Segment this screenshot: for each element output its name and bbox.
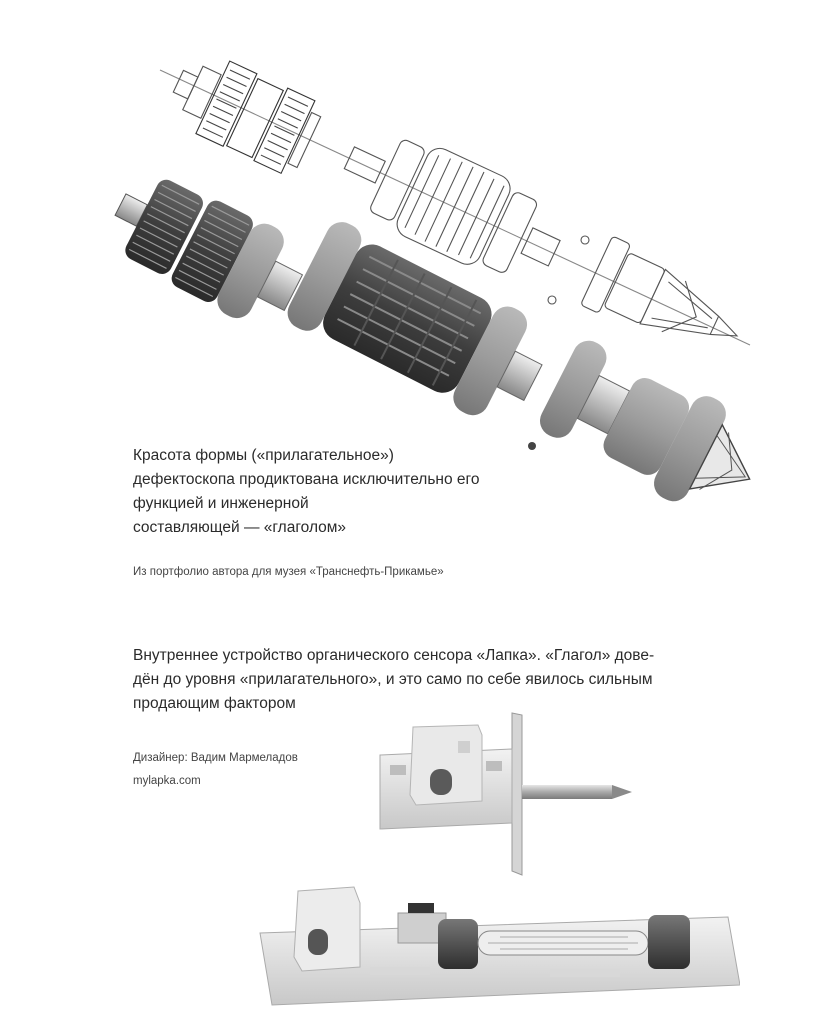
figure1-title-line: Красота формы («прилагательное») [133, 447, 394, 464]
figure2-title-line: Внутреннее устройство органического сенсора «Лапка». «Глагол» дове- [133, 647, 655, 664]
figure1-title-line: функцией и инженерной [133, 495, 309, 512]
figure1-caption: Из портфолио автора для музея «Транснефть-Прикамье» [133, 566, 444, 578]
figure2-title-line: продающим фактором [133, 695, 296, 712]
figure1-title-line: дефектоскопа продиктована исключительно его [133, 471, 480, 488]
sensor-upper [380, 713, 632, 875]
figure1-title [133, 444, 553, 540]
lapka-sensor-illustration [250, 705, 740, 1020]
website-link[interactable]: mylapka.com [133, 775, 201, 787]
figure1-text [133, 444, 553, 580]
designer-credit: Дизайнер: Вадим Мармеладов [133, 752, 298, 764]
figure1-title-line: составляющей — «глаголом» [133, 519, 347, 536]
sensor-lower [260, 887, 740, 1005]
figure2-title-line: дён до уровня «прилагательного», и это само по себе явилось сильным [133, 671, 653, 688]
